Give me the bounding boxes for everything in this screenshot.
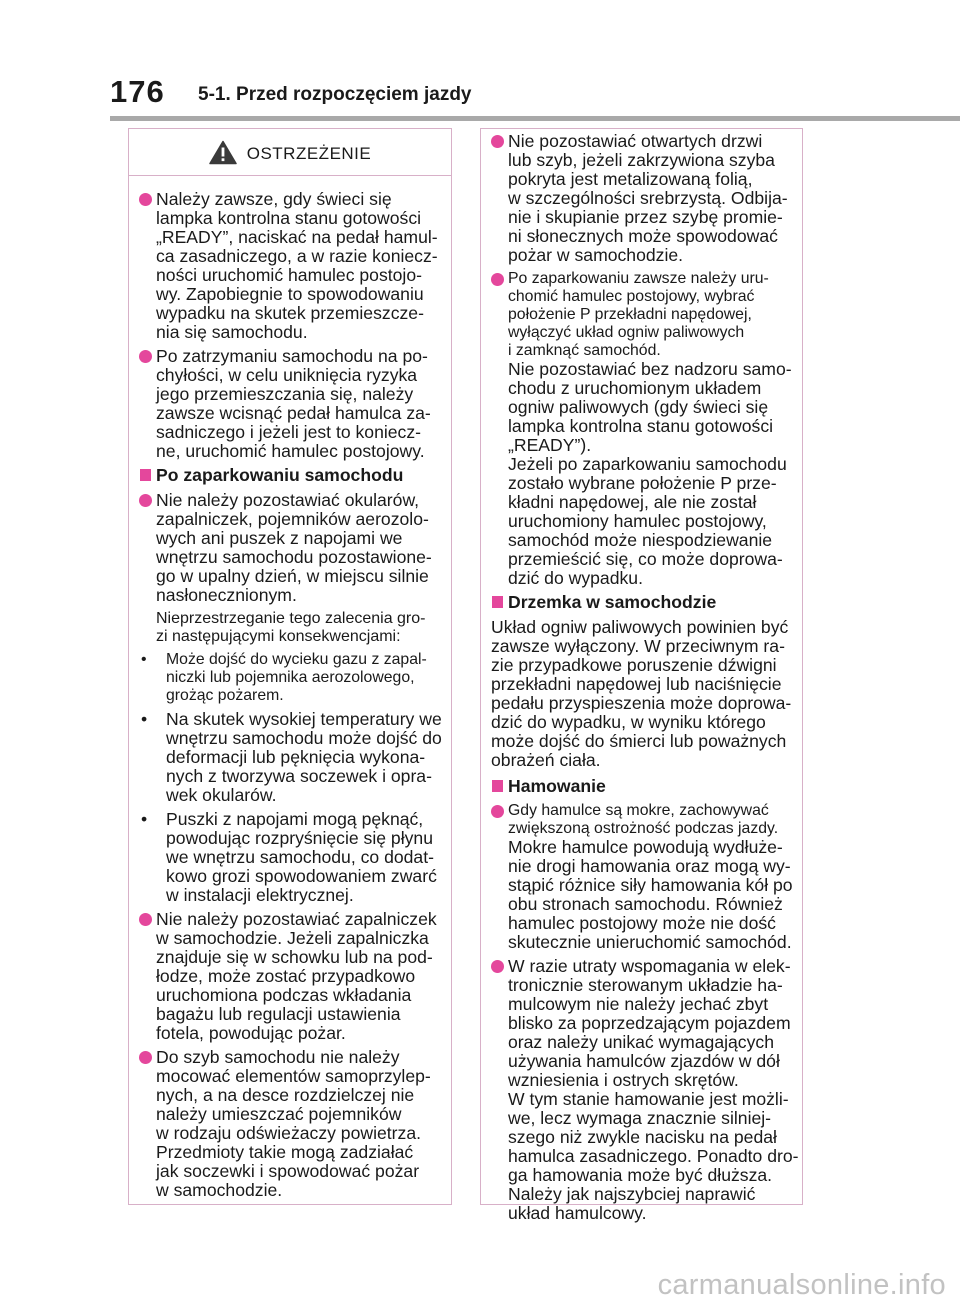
bullet-dot-icon bbox=[139, 494, 152, 507]
text-line: przekładni napędowej lub naciśnięcie bbox=[491, 674, 782, 694]
text-line: samochód może niespodziewanie bbox=[508, 530, 773, 550]
text-line: „READY”, naciskać na pedał hamul- bbox=[156, 227, 438, 247]
text-line: powodując rozpryśnięcie się płynu bbox=[166, 828, 433, 848]
text-line: układ hamulcowy. bbox=[508, 1203, 647, 1223]
text-line: zapalniczek, pojemników aerozolo- bbox=[156, 509, 429, 529]
text-line: wnętrzu samochodu może dojść do bbox=[166, 728, 442, 748]
text-line: Jeżeli po zaparkowaniu samochodu bbox=[508, 454, 787, 474]
text-line: tronicznie sterowanym układzie ha- bbox=[508, 975, 783, 995]
text-line: W tym stanie hamowanie jest możli- bbox=[508, 1089, 789, 1109]
warning-box-right bbox=[480, 128, 803, 1223]
text-line: mulcowym nie należy jechać zbyt bbox=[508, 994, 769, 1014]
text-line: sadniczego i jeżeli jest to koniecz- bbox=[156, 422, 422, 442]
text-line: Nie należy pozostawiać zapalniczek bbox=[156, 909, 437, 929]
text-line: zawsze wcisnąć pedał hamulca za- bbox=[156, 403, 431, 423]
text-line: hamulec postojowy może nie dość bbox=[508, 913, 776, 933]
text-line: „READY”). bbox=[508, 435, 592, 455]
text-line: jego przemieszczania się, należy bbox=[156, 384, 414, 404]
text-line: przemieścić się, co może doprowa- bbox=[508, 549, 783, 569]
text-line: obu stronach samochodu. Również bbox=[508, 894, 783, 914]
bullet-dot-icon bbox=[139, 193, 152, 206]
warning-content-left bbox=[129, 176, 451, 1200]
text-line: oraz należy unikać wymagających bbox=[508, 1032, 774, 1052]
text-line: lampka kontrolna stanu gotowości bbox=[508, 416, 774, 436]
text-line: kowo grozi spowodowaniem zwarć bbox=[166, 866, 437, 886]
text-line: ności uruchomić hamulec postojo- bbox=[156, 265, 422, 285]
bullet-item bbox=[491, 270, 794, 588]
square-bullet-icon bbox=[492, 780, 503, 792]
bullet-dot-icon bbox=[139, 913, 152, 926]
text-line: Przedmioty takie mogą zadziałać bbox=[156, 1142, 414, 1162]
text-line: wzniesienia i ostrych skrętów. bbox=[508, 1070, 739, 1090]
bullet-item bbox=[139, 190, 443, 342]
bullet-item bbox=[139, 347, 443, 461]
text-line: pożar w samochodzie. bbox=[508, 245, 684, 265]
text-line: mocować elementów samoprzylep- bbox=[156, 1066, 431, 1086]
text-line: zi następującymi konsekwencjami: bbox=[156, 628, 401, 645]
text-line: Nieprzestrzeganie tego zalecenia gro- bbox=[156, 610, 426, 627]
text-line: Mokre hamulce powodują wydłuże- bbox=[508, 837, 783, 857]
header-rule bbox=[110, 116, 960, 121]
text-line: Po zaparkowaniu zawsze należy uru- bbox=[508, 270, 769, 287]
square-bullet-icon bbox=[492, 596, 503, 608]
bullet-item bbox=[139, 1048, 443, 1200]
subheading: Po zaparkowaniu samochodu bbox=[139, 466, 443, 485]
text-line: niczki lub pojemnika aerozolowego, bbox=[166, 669, 415, 686]
text-line: we wnętrzu samochodu, co dodat- bbox=[166, 847, 434, 867]
text-line: zwiększoną ostrożność podczas jazdy. bbox=[508, 820, 779, 837]
text-line: zie przypadkowe poruszenie dźwigni bbox=[491, 655, 777, 675]
text-line: stąpić różnice siły hamowania kół po bbox=[508, 875, 793, 895]
text-line: obrażeń ciała. bbox=[491, 750, 601, 770]
text-line: może dojść do śmierci lub poważnych bbox=[491, 731, 787, 751]
text-line: hamulca zasadniczego. Ponadto dro- bbox=[508, 1146, 799, 1166]
text-line: chomić hamulec postojowy, wybrać bbox=[508, 288, 755, 305]
text-line: skutecznie unieruchomić samochód. bbox=[508, 932, 792, 952]
text-line: nie drogi hamowania oraz mogą wy- bbox=[508, 856, 791, 876]
text-line: zawsze wyłączony. W przeciwnym ra- bbox=[491, 636, 785, 656]
text-line: chodu z uruchomionym układem bbox=[508, 378, 762, 398]
bullet-dot-icon bbox=[139, 1051, 152, 1064]
bullet-item bbox=[491, 132, 794, 265]
text-line: pedału przyspieszenia może doprowa- bbox=[491, 693, 792, 713]
text-line: nie i skupianie przez szybę promie- bbox=[508, 207, 783, 227]
text-line: grożąc pożarem. bbox=[166, 687, 284, 704]
subheading: Drzemka w samochodzie bbox=[491, 593, 794, 612]
text-line: Gdy hamulce są mokre, zachowywać bbox=[508, 802, 769, 819]
text-line: lub szyb, jeżeli zakrzywiona szyba bbox=[508, 150, 775, 170]
text-line: go w upalny dzień, w miejscu silnie bbox=[156, 566, 429, 586]
text-line: w rodzaju odświeżaczy powietrza. bbox=[156, 1123, 421, 1143]
text-line: nasłonecznionym. bbox=[156, 585, 297, 605]
text-line: Po zatrzymaniu samochodu na po- bbox=[156, 346, 428, 366]
text-line: nych, a na desce rozdzielczej nie bbox=[156, 1085, 415, 1105]
text-line: w szczególności srebrzystą. Odbija- bbox=[508, 188, 788, 208]
text-line: używania hamulców zjazdów w dół bbox=[508, 1051, 780, 1071]
warning-header bbox=[128, 129, 452, 176]
text-line: wypadku na skutek przemieszcze- bbox=[156, 303, 424, 323]
text-line: uruchomiona podczas wkładania bbox=[156, 985, 412, 1005]
text-line: kładni napędowej, ale nie został bbox=[508, 492, 757, 512]
text-line: Nie pozostawiać bez nadzoru samo- bbox=[508, 359, 792, 379]
text-line: blisko za poprzedzającym pojazdem bbox=[508, 1013, 791, 1033]
text-line: ca zasadniczego, a w razie koniecz- bbox=[156, 246, 438, 266]
text-line: pokryta jest metalizowaną folią, bbox=[508, 169, 753, 189]
bullet-dot-icon bbox=[491, 273, 504, 286]
text-line: Układ ogniw paliwowych powinien być bbox=[491, 617, 789, 637]
page-number: 176 bbox=[110, 74, 165, 109]
text-line: Może dojść do wycieku gazu z zapal- bbox=[166, 651, 427, 668]
bullet-dot-icon bbox=[491, 960, 504, 973]
text-line: deformacji lub pęknięcia wykona- bbox=[166, 747, 426, 767]
bullet-dot-icon bbox=[491, 135, 504, 148]
bullet-dot-icon bbox=[491, 805, 504, 818]
text-line: znajduje się w schowku lub na pod- bbox=[156, 947, 433, 967]
text-line: szego niż zwykle nacisku na pedał bbox=[508, 1127, 777, 1147]
text-line: fotela, powodując pożar. bbox=[156, 1023, 346, 1043]
text-line: Do szyb samochodu nie należy bbox=[156, 1047, 400, 1067]
warning-box-left bbox=[128, 128, 452, 1205]
bullet-item bbox=[139, 910, 443, 1043]
warning-content-right bbox=[481, 129, 802, 1223]
watermark: carmanualsonline.info bbox=[657, 1269, 946, 1301]
dash-item: • Na skutek wysokiej temperatury we wnętrzu samochodu może dojść do deformacji lub pęknięcia wykona- nych z tworzywa soczewek i opra- wek okularów. bbox=[141, 709, 442, 805]
dash-item: • Może dojść do wycieku gazu z zapal- niczki lub pojemnika aerozolowego, grożąc pożarem. bbox=[139, 651, 443, 705]
text-line: bagażu lub regulacji ustawienia bbox=[156, 1004, 401, 1024]
bullet-item bbox=[491, 802, 794, 952]
text-line: ni słonecznych może spowodować bbox=[508, 226, 778, 246]
text-line: zostało wybrane położenie P prze- bbox=[508, 473, 777, 493]
text-line: łodze, może zostać przypadkowo bbox=[156, 966, 416, 986]
subheading: Hamowanie bbox=[491, 777, 794, 796]
warning-triangle-icon bbox=[209, 140, 237, 165]
text-line: nych z tworzywa soczewek i opra- bbox=[166, 766, 432, 786]
bullet-dot-icon bbox=[139, 350, 152, 363]
dash-item: • Puszki z napojami mogą pęknąć, powodując rozpryśnięcie się płynu we wnętrzu samochodu, co dodat- kowo grozi spowodowaniem zwarć w instalacji elektrycznej. bbox=[139, 810, 443, 905]
text-line: wy. Zapobiegnie to spowodowaniu bbox=[156, 284, 424, 304]
text-line: ne, uruchomić hamulec postojowy. bbox=[156, 441, 425, 461]
text-line: należy umieszczać pojemników bbox=[156, 1104, 402, 1124]
note bbox=[139, 610, 443, 646]
warning-title: OSTRZEŻENIE bbox=[246, 143, 372, 163]
text-line: nia się samochodu. bbox=[156, 322, 308, 342]
square-bullet-icon bbox=[140, 469, 151, 481]
text-line: w samochodzie. Jeżeli zapalniczka bbox=[156, 928, 429, 948]
text-line: Należy jak najszybciej naprawić bbox=[508, 1184, 756, 1204]
text-line: wnętrzu samochodu pozostawione- bbox=[156, 547, 432, 567]
text-line: Nie należy pozostawiać okularów, bbox=[156, 490, 420, 510]
text-line: ga hamowania może być dłuższa. bbox=[508, 1165, 773, 1185]
text-line: chyłości, w celu uniknięcia ryzyka bbox=[156, 365, 418, 385]
text-line: lampka kontrolna stanu gotowości bbox=[156, 208, 422, 228]
text-line: położenie P przekładni napędowej, bbox=[508, 306, 752, 323]
bullet-item bbox=[491, 956, 799, 1223]
text-line: i zamknąć samochód. bbox=[508, 342, 661, 359]
text-line: uruchomiony hamulec postojowy, bbox=[508, 511, 767, 531]
section-title: 5-1. Przed rozpoczęciem jazdy bbox=[198, 84, 472, 105]
text-line: wek okularów. bbox=[166, 785, 277, 805]
text-line: dzić do wypadku, w wyniku którego bbox=[491, 712, 766, 732]
text-line: dzić do wypadku. bbox=[508, 568, 643, 588]
text-line: Na skutek wysokiej temperatury we bbox=[166, 709, 442, 729]
text-line: jak soczewki i spowodować pożar bbox=[156, 1161, 420, 1181]
text-line: Nie pozostawiać otwartych drzwi bbox=[508, 131, 763, 151]
body-paragraph bbox=[491, 618, 794, 770]
text-line: W razie utraty wspomagania w elek- bbox=[508, 956, 791, 976]
text-line: Puszki z napojami mogą pęknąć, bbox=[166, 809, 424, 829]
text-line: we, lecz wymaga znacznie silniej- bbox=[508, 1108, 772, 1128]
text-line: ogniw paliwowych (gdy świeci się bbox=[508, 397, 769, 417]
text-line: wyłączyć układ ogniw paliwowych bbox=[508, 324, 745, 341]
text-line: w instalacji elektrycznej. bbox=[166, 885, 354, 905]
bullet-item bbox=[139, 491, 443, 605]
text-line: Należy zawsze, gdy świeci się bbox=[156, 189, 392, 209]
text-line: w samochodzie. bbox=[156, 1180, 283, 1200]
text-line: wych ani puszek z napojami we bbox=[156, 528, 403, 548]
